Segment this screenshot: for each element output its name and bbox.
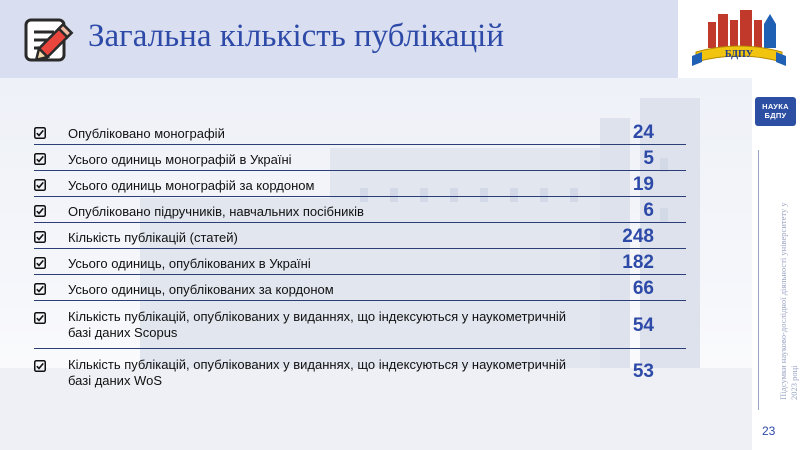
nauka-badge xyxy=(755,97,796,126)
list-item-label: Опубліковано підручників, навчальних посібників xyxy=(68,204,364,219)
university-logo-icon xyxy=(678,0,800,78)
page-title: Загальна кількість публікацій xyxy=(88,18,505,54)
university-logo xyxy=(678,0,800,78)
checkbox-icon xyxy=(34,153,46,165)
badge-line-1: НАУКА xyxy=(762,102,789,111)
list-item-value: 19 xyxy=(632,174,654,195)
logo-text: БДПУ xyxy=(724,49,754,60)
header-bar xyxy=(0,0,678,78)
checkbox-icon xyxy=(34,257,46,269)
list-item xyxy=(34,305,686,349)
page-number: 23 xyxy=(762,424,776,438)
list-item-value: 54 xyxy=(632,315,654,336)
checkbox-icon xyxy=(34,360,46,372)
list-item xyxy=(34,251,686,275)
list-item xyxy=(34,355,686,391)
list-item-value: 5 xyxy=(643,148,654,169)
list-item xyxy=(34,147,686,171)
list-item-label: Опубліковано монографій xyxy=(68,126,225,141)
list-item xyxy=(34,173,686,197)
row-divider xyxy=(34,348,686,350)
list-item-value: 182 xyxy=(622,252,654,273)
checkbox-icon xyxy=(34,127,46,139)
list-item-label: Усього одиниць, опублікованих за кордоном xyxy=(68,282,334,297)
checkbox-icon xyxy=(34,283,46,295)
list-item-value: 53 xyxy=(632,361,654,382)
document-pencil-icon xyxy=(18,10,76,66)
list-item-value: 66 xyxy=(632,278,654,299)
list-item-label: Усього одиниць монографій в Україні xyxy=(68,152,292,167)
list-item xyxy=(34,121,686,145)
list-item-label: Усього одиниць монографій за кордоном xyxy=(68,178,315,193)
side-caption: Підсумки науково-дослідної діяльності університету у 2023 році xyxy=(778,202,799,400)
list-item-value: 248 xyxy=(622,226,654,247)
row-divider xyxy=(34,222,686,224)
list-item-label: Кількість публікацій, опублікованих у виданнях, що індексуються у наукометричній xyxy=(68,309,567,324)
badge-line-2: БДПУ xyxy=(764,111,787,120)
list-item xyxy=(34,199,686,223)
list-item xyxy=(34,225,686,249)
list-item-value: 24 xyxy=(632,122,654,143)
row-divider xyxy=(34,170,686,172)
checkbox-icon xyxy=(34,205,46,217)
row-divider xyxy=(34,274,686,276)
checkbox-icon xyxy=(34,179,46,191)
list-item-label: Усього одиниць, опублікованих в Україні xyxy=(68,256,311,271)
checkbox-icon xyxy=(34,312,46,324)
row-divider xyxy=(34,144,686,146)
row-divider xyxy=(34,196,686,198)
list-item-label: Кількість публікацій, опублікованих у виданнях, що індексуються у наукометричній xyxy=(68,357,567,372)
list-item-label: Кількість публікацій (статей) xyxy=(68,230,238,245)
list-item xyxy=(34,277,686,301)
list-item-value: 6 xyxy=(643,200,654,221)
row-divider xyxy=(34,248,686,250)
checkbox-icon xyxy=(34,231,46,243)
row-divider xyxy=(34,300,686,302)
rail-divider xyxy=(758,150,759,410)
list-item-label-line-2: базі даних WoS xyxy=(68,373,162,388)
list-item-label-line-2: базі даних Scopus xyxy=(68,325,178,340)
